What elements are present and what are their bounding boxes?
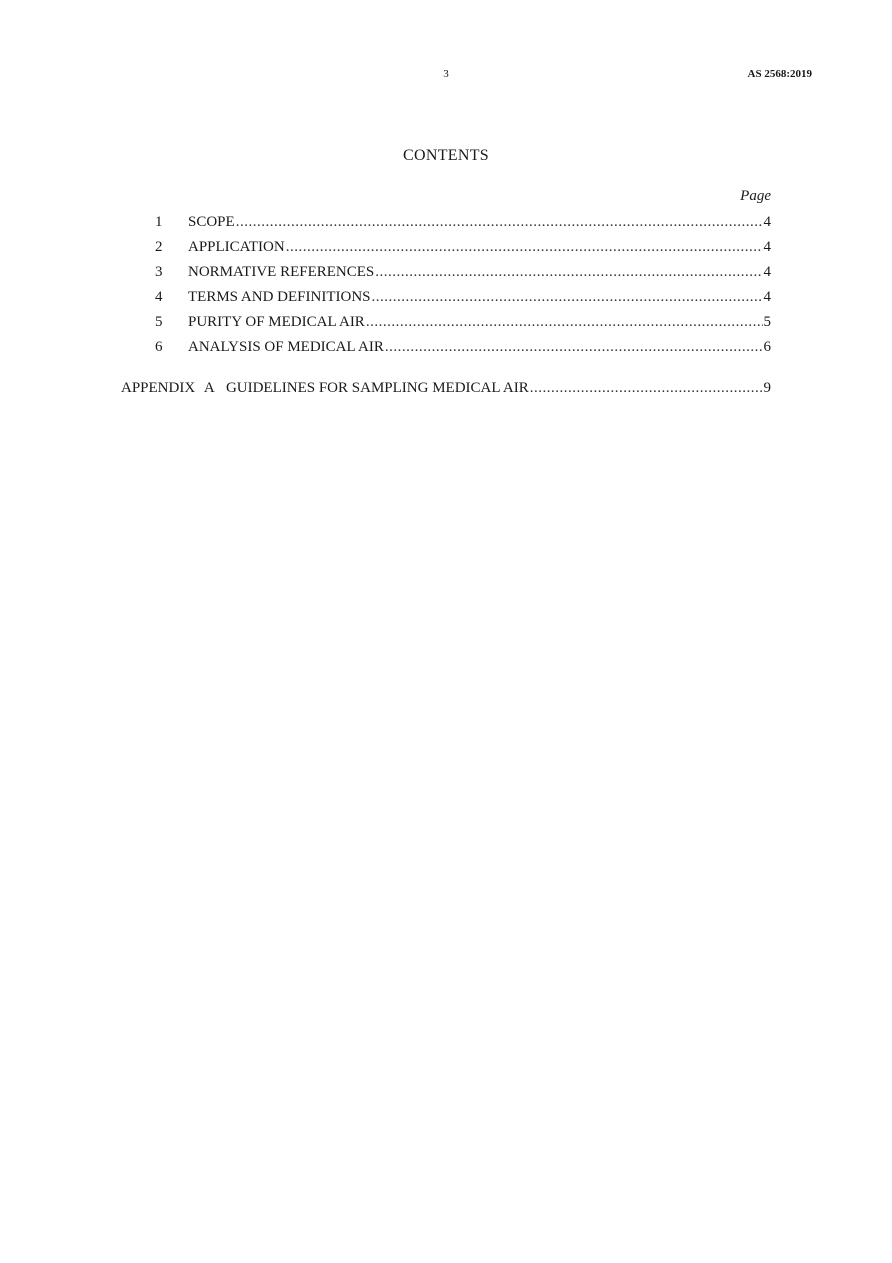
toc-item-page: 4: [763, 289, 771, 305]
toc-item-number: 1: [155, 214, 163, 230]
appendix-label: APPENDIX A: [121, 380, 215, 396]
toc-item[interactable]: [0, 212, 892, 232]
toc-item[interactable]: [0, 337, 892, 357]
dot-leader: [385, 337, 763, 357]
contents-title: CONTENTS: [403, 147, 489, 164]
toc-item-page: 4: [763, 239, 771, 255]
dot-leader: [375, 262, 762, 282]
dot-leader: [372, 287, 763, 307]
toc-appendix-item[interactable]: [0, 378, 892, 398]
toc-item-number: 3: [155, 264, 163, 280]
toc-item-page: 5: [763, 314, 771, 330]
toc-item-title: APPLICATION: [188, 239, 285, 255]
toc-item-number: 2: [155, 239, 163, 255]
toc-item[interactable]: [0, 262, 892, 282]
page-column-label: Page: [740, 188, 771, 204]
toc-item-number: 4: [155, 289, 163, 305]
toc-item-page: 6: [763, 339, 771, 355]
dot-leader: [366, 312, 763, 332]
appendix-page: 9: [763, 380, 771, 396]
toc-item[interactable]: [0, 237, 892, 257]
document-id: AS 2568:2019: [747, 68, 812, 80]
toc-item-page: 4: [763, 214, 771, 230]
toc-item[interactable]: [0, 312, 892, 332]
dot-leader: [286, 237, 763, 257]
toc-item-page: 4: [763, 264, 771, 280]
toc-item-title: ANALYSIS OF MEDICAL AIR: [188, 339, 384, 355]
appendix-title: GUIDELINES FOR SAMPLING MEDICAL AIR: [225, 380, 529, 396]
toc-item[interactable]: [0, 287, 892, 307]
toc-item-number: 5: [155, 314, 163, 330]
toc-item-title: PURITY OF MEDICAL AIR: [188, 314, 365, 330]
toc-item-title: NORMATIVE REFERENCES: [188, 264, 375, 280]
toc-item-number: 6: [155, 339, 163, 355]
toc-item-title: TERMS AND DEFINITIONS: [188, 289, 371, 305]
dot-leader: [236, 212, 763, 232]
page-number: 3: [443, 68, 449, 80]
toc-item-title: SCOPE: [188, 214, 235, 230]
dot-leader: [530, 378, 763, 398]
